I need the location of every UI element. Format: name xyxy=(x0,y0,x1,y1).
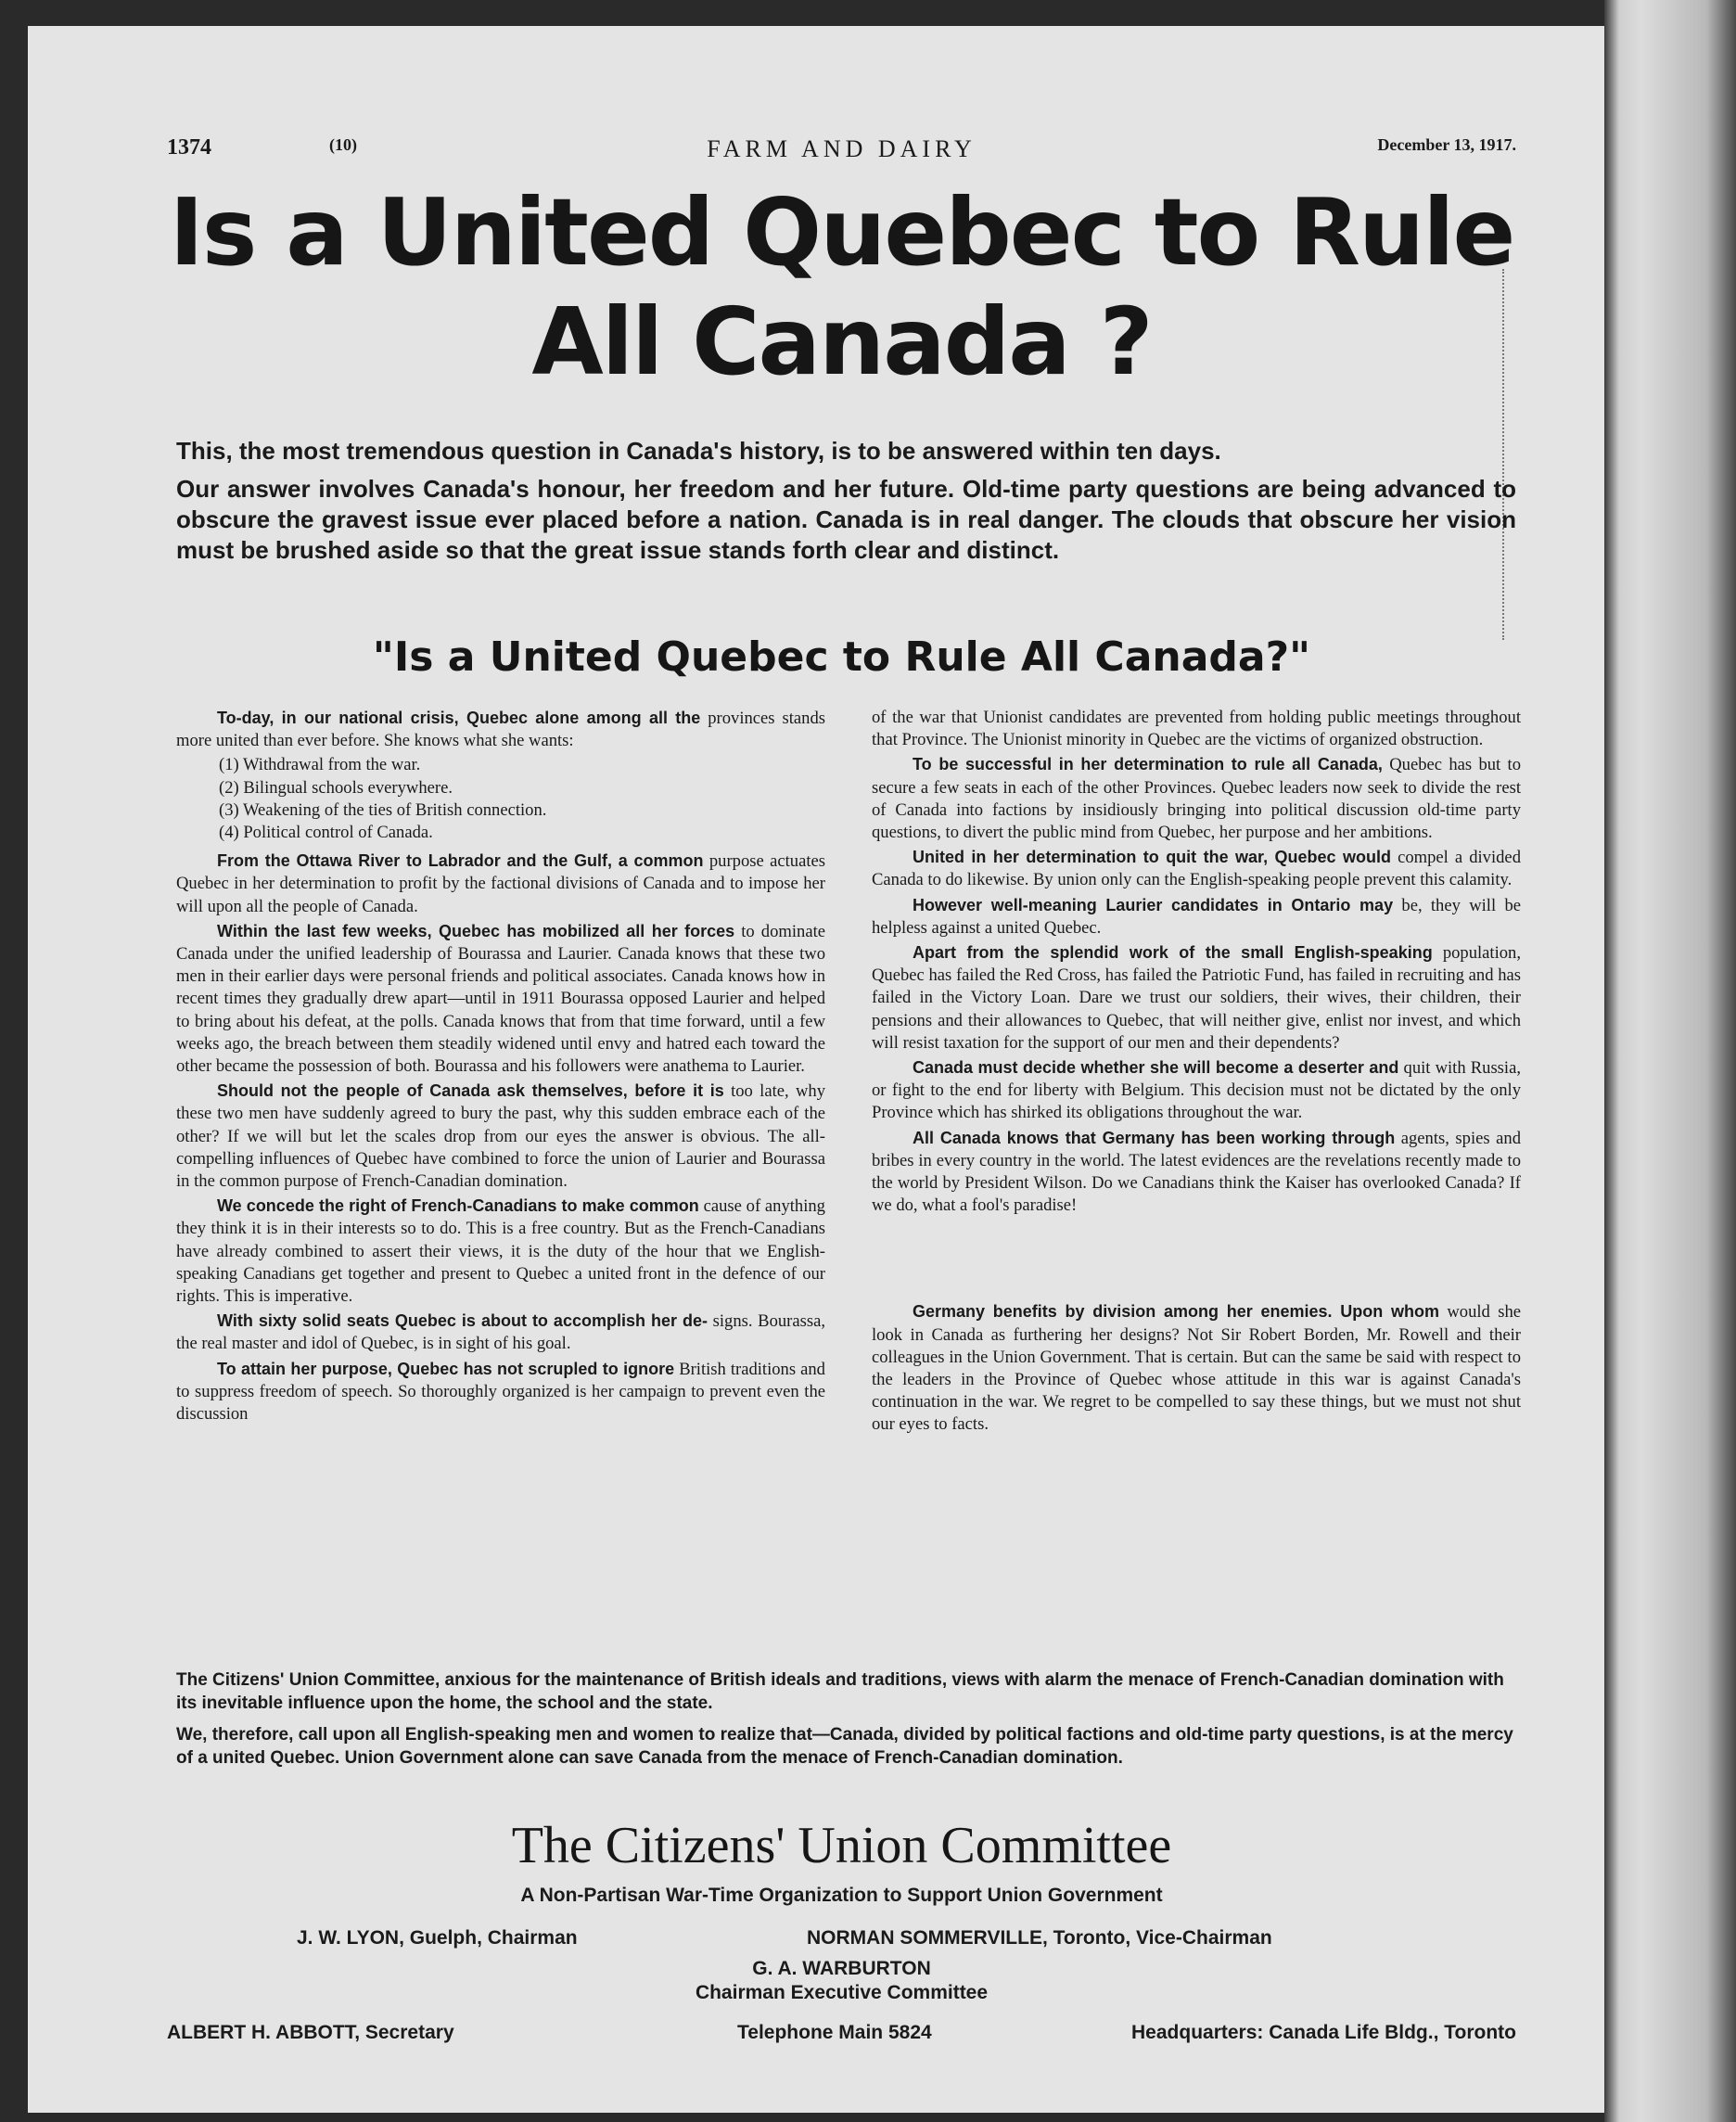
section-number: (10) xyxy=(329,135,357,154)
contact-footer xyxy=(167,2022,1516,2048)
closing-paragraph: We, therefore, call upon all English-speaking men and women to realize that—Canada, divided by political factions and old-time party questions, is at the mercy of a united Quebec. Union Government alone can save Canada from the menace of French-Canadian domination. xyxy=(176,1725,1513,1768)
list-item: (3) Weakening of the ties of British connection. xyxy=(219,799,547,820)
page-number: 1374 xyxy=(167,135,211,160)
body-paragraph: Should not the people of Canada ask themselves, before it is too late, why these two men have suddenly agreed to bury the past, why this sudden embrace each of the other? If we will but let the scales drop from our eyes the answer is obvious. The all-compelling influences of Quebec have combined to force the union of Laurier and Bourassa in the common purpose of French-Canadian domination. xyxy=(176,1081,825,1192)
body-paragraph: Canada must decide whether she will become a deserter and quit with Russia, or fight to the end for liberty with Belgium. This decision must not be dictated by the only Province which has shirked its obligations throughout the war. xyxy=(872,1058,1521,1123)
body-paragraph: All Canada knows that Germany has been working through agents, spies and bribes in every country in the world. The latest evidences are the revelations recently made to the world by President Wilson. Do we Canadians think the Kaiser has overlooked Canada? If we do, what a fool's paradise! xyxy=(872,1128,1521,1216)
body-paragraph: With sixty solid seats Quebec is about to accomplish her de- signs. Bourassa, the real master and idol of Quebec, is in sight of his goal. xyxy=(176,1311,826,1354)
headline xyxy=(167,178,1516,397)
demands-list xyxy=(219,754,825,844)
exec-title: Chairman Executive Committee xyxy=(695,1982,989,2003)
body-paragraph: We concede the right of French-Canadians to make common cause of anything they think it is in their interests so to do. This is a free country. But as the French-Canadians have already combined to assert their views, it is the duty of the hour that we English-speaking Canadians get together and present to Quebec a united front in the defence of our rights. This is imperative. xyxy=(176,1196,825,1307)
headline-line-2: All Canada ? xyxy=(531,288,1152,396)
closing-paragraph: The Citizens' Union Committee, anxious for the maintenance of British ideals and traditions, views with alarm the menace of French-Canadian domination with its inevitable influence upon the home, the school and the state. xyxy=(176,1670,1504,1713)
list-item: (4) Political control of Canada. xyxy=(219,823,433,843)
issue-date: December 13, 1917. xyxy=(1377,135,1516,154)
list-item: (1) Withdrawal from the war. xyxy=(219,755,421,775)
intro-paragraph: This, the most tremendous question in Canada's history, is to be answered within ten days. xyxy=(176,437,1221,465)
intro xyxy=(176,436,1516,573)
body-paragraph: of the war that Unionist candidates are prevented from holding public meetings throughout that Province. The Unionist minority in Quebec are the victims of organized obstruction. xyxy=(872,708,1521,750)
headline-line-1: Is a United Quebec to Rule xyxy=(169,178,1514,287)
publication-name: FARM AND DAIRY xyxy=(707,135,976,162)
intro-paragraph: Our answer involves Canada's honour, her freedom and her future. Old-time party questions are being advanced to obscure the gravest issue ever placed before a nation. Canada is in real danger. The clouds that obscure her vision must be brushed aside so that the great issue stands forth clear and distinct. xyxy=(176,475,1516,564)
organization-tagline: A Non-Partisan War-Time Organization to Support Union Government xyxy=(520,1885,1163,1906)
exec-name: G. A. WARBURTON xyxy=(752,1958,931,1979)
body-paragraph: To attain her purpose, Quebec has not scrupled to ignore British traditions and to suppress freedom of speech. So thoroughly organized is her campaign to prevent even the discussion xyxy=(176,1359,825,1425)
body-paragraph: Within the last few weeks, Quebec has mobilized all her forces to dominate Canada under the unified leadership of Bourassa and Laurier. Canada knows that these two men in their earlier days were personal friends and political associates. Canada knows how in recent times they gradually drew apart—until in 1911 Bourassa opposed Laurier and helped to bring about his defeat, at the polls. Canada knows that from that time forward, until a few weeks ago, the breach between them steadily widened until envy and hatred each toward the other became the possession of both. Bourassa and his followers were anathema to Laurier. xyxy=(176,921,825,1077)
page-header xyxy=(167,135,1516,163)
executive-chairman xyxy=(167,1957,1516,2005)
subheadline: "Is a United Quebec to Rule All Canada?" xyxy=(372,633,1311,681)
body-paragraph: United in her determination to quit the war, Quebec would compel a divided Canada to do likewise. By union only can the English-speaking people prevent this calamity. xyxy=(872,848,1521,890)
headquarters: Headquarters: Canada Life Bldg., Toronto xyxy=(1131,2022,1516,2043)
organization-name: The Citizens' Union Committee xyxy=(511,1817,1172,1874)
body-paragraph: From the Ottawa River to Labrador and the Gulf, a common purpose actuates Quebec in her determination to profit by the factional divisions of Canada and to impose her will upon all the people of Canada. xyxy=(176,851,825,916)
telephone: Telephone Main 5824 xyxy=(737,2022,932,2043)
column-gap xyxy=(872,1219,1521,1300)
chairman: J. W. LYON, Guelph, Chairman xyxy=(297,1927,578,1949)
closing-statement xyxy=(176,1669,1516,1779)
secretary: ALBERT H. ABBOTT, Secretary xyxy=(167,2022,454,2043)
left-column xyxy=(176,707,825,1427)
page-gutter xyxy=(1604,0,1736,2122)
body-paragraph: Germany benefits by division among her enemies. Upon whom would she look in Canada as furthering her designs? Not Sir Robert Borden, Mr. Rowell and their colleagues in the Union Government. That is certain. But can the same be said with respect to the leaders in the Province of Quebec whose attitude in this war is against Canada's continuation in the war. We regret to be compelled to say these things, but we must not shut our eyes to facts. xyxy=(872,1302,1521,1435)
list-item: (2) Bilingual schools everywhere. xyxy=(219,777,453,798)
body-paragraph: To be successful in her determination to rule all Canada, Quebec has but to secure a few seats in each of the other Provinces. Quebec leaders now seek to divide the rest of Canada into factions by insidiously bringing into political discussion old-time party questions, to divert the public mind from Quebec, her purpose and her ambitions. xyxy=(872,755,1521,843)
body-paragraph: Apart from the splendid work of the small English-speaking population, Quebec has failed the Red Cross, has failed the Patriotic Fund, has failed in recruiting and has failed in the Victory Loan. Dare we trust our soldiers, their wives, their children, their pensions and their allowances to Quebec, that will neither give, enlist nor invest, and which will resist taxation for the support of our men and their dependents? xyxy=(872,943,1521,1053)
body-paragraph: However well-meaning Laurier candidates in Ontario may be, they will be helpless against a united Quebec. xyxy=(872,895,1521,938)
body-paragraph: To-day, in our national crisis, Quebec alone among all the provinces stands more united than ever before. She knows what she wants: xyxy=(176,709,825,751)
vice-chairman: NORMAN SOMMERVILLE, Toronto, Vice-Chairman xyxy=(807,1927,1272,1949)
right-column xyxy=(872,707,1521,1438)
